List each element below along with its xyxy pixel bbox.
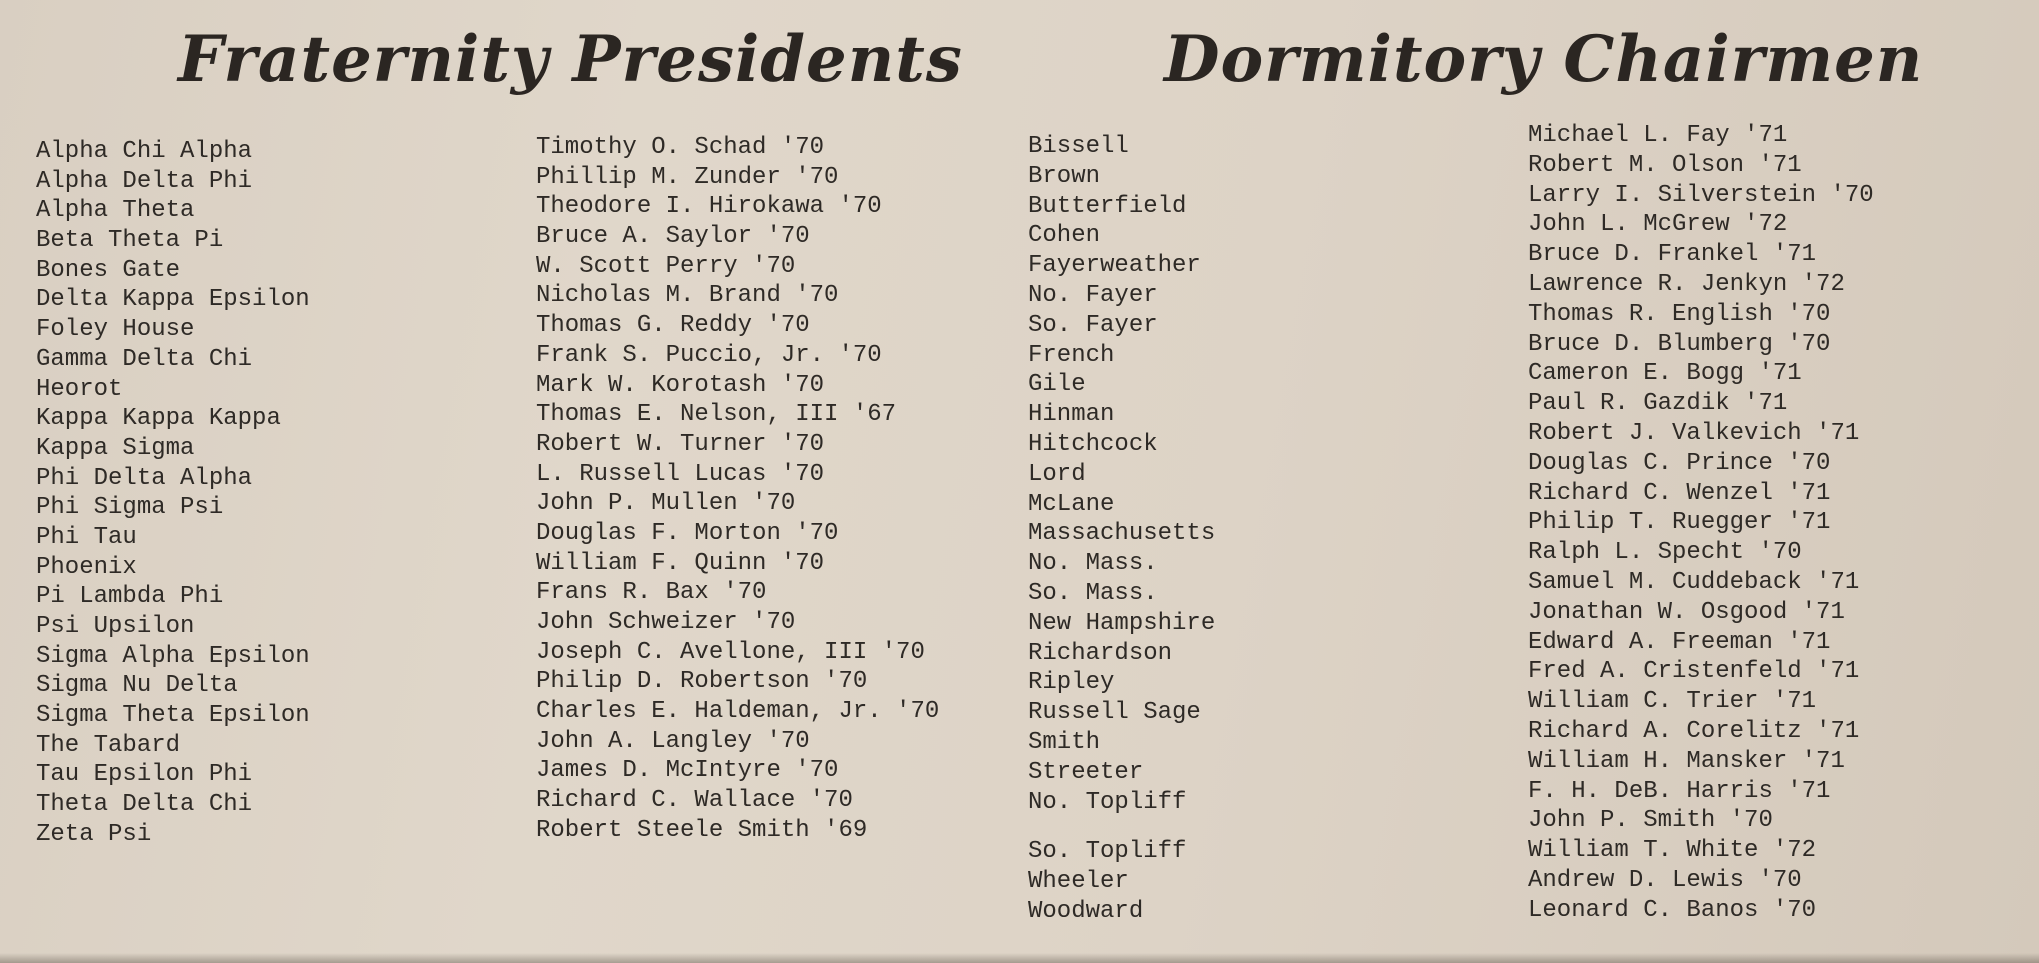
dormitory-name: Streeter <box>1028 758 1144 786</box>
fraternity-name: Kappa Kappa Kappa <box>36 405 281 433</box>
president-name: Charles E. Haldeman, Jr. '70 <box>536 698 940 726</box>
dormitory-name: Gile <box>1028 371 1086 399</box>
fraternity-name: The Tabard <box>36 731 181 759</box>
dormitory-name: No. Fayer <box>1028 281 1158 309</box>
chairman-name: William C. Trier '71 <box>1528 688 1817 716</box>
president-name: L. Russell Lucas '70 <box>536 460 825 488</box>
president-name: William F. Quinn '70 <box>536 549 825 577</box>
fraternity-name: Phi Sigma Psi <box>36 494 224 522</box>
list-spacer <box>1028 817 1215 837</box>
dormitory-name: French <box>1028 341 1115 369</box>
president-name: John A. Langley '70 <box>536 727 810 755</box>
fraternity-name: Gamma Delta Chi <box>36 345 253 373</box>
dormitory-list <box>1028 132 1215 927</box>
president-name: Thomas G. Reddy '70 <box>536 312 810 340</box>
chairman-name: Andrew D. Lewis '70 <box>1528 866 1802 894</box>
chairman-name: Paul R. Gazdik '71 <box>1528 390 1788 418</box>
president-name: Bruce A. Saylor '70 <box>536 223 810 251</box>
dormitory-name: McLane <box>1028 490 1115 518</box>
dormitory-name: Russell Sage <box>1028 699 1201 727</box>
dormitory-name: Hitchcock <box>1028 430 1158 458</box>
chairman-name: John P. Smith '70 <box>1528 807 1773 835</box>
dormitory-name: Butterfield <box>1028 192 1187 220</box>
chairman-name: Douglas C. Prince '70 <box>1528 449 1831 477</box>
chairman-name: Cameron E. Bogg '71 <box>1528 360 1802 388</box>
chairman-name: Robert J. Valkevich '71 <box>1528 419 1860 447</box>
dormitory-name: New Hampshire <box>1028 609 1216 637</box>
president-name: Thomas E. Nelson, III '67 <box>536 401 897 429</box>
dormitory-name: So. Mass. <box>1028 579 1158 607</box>
dormitory-name: Bissell <box>1028 133 1129 160</box>
chairman-name: Samuel M. Cuddeback '71 <box>1528 568 1860 596</box>
dormitory-name: Brown <box>1028 162 1101 190</box>
president-name: James D. McIntyre '70 <box>536 757 839 785</box>
dormitory-name: Wheeler <box>1028 868 1129 896</box>
fraternity-name: Sigma Nu Delta <box>36 672 238 700</box>
president-name: Frans R. Bax '70 <box>536 579 767 607</box>
dormitory-name: Lord <box>1028 460 1086 488</box>
president-name: Phillip M. Zunder '70 <box>536 163 839 191</box>
fraternity-name: Heorot <box>36 375 123 403</box>
chairman-name: Edward A. Freeman '71 <box>1528 628 1831 656</box>
dormitory-name: Fayerweather <box>1028 252 1201 280</box>
fraternity-name: Theta Delta Chi <box>36 791 253 819</box>
chairman-name: Lawrence R. Jenkyn '72 <box>1528 270 1845 298</box>
chairman-name: Larry I. Silverstein '70 <box>1528 181 1874 209</box>
fraternity-name: Phoenix <box>36 553 137 581</box>
chairman-name: Fred A. Cristenfeld '71 <box>1528 658 1860 686</box>
chairman-list <box>1528 121 1874 926</box>
fraternity-name: Bones Gate <box>36 256 181 284</box>
chairman-name: Philip T. Ruegger '71 <box>1528 509 1831 537</box>
chairman-name: F. H. DeB. Harris '71 <box>1528 777 1831 805</box>
president-name: Richard C. Wallace '70 <box>536 787 853 815</box>
chairman-name: Leonard C. Banos '70 <box>1528 896 1817 924</box>
dormitory-chairmen-heading: Dormitory Chairmen <box>1164 22 1924 97</box>
chairman-name: Jonathan W. Osgood '71 <box>1528 598 1845 626</box>
dormitory-name: No. Topliff <box>1028 788 1187 816</box>
fraternity-name: Alpha Theta <box>36 197 195 225</box>
chairman-name: Bruce D. Frankel '71 <box>1528 241 1817 269</box>
fraternity-name: Tau Epsilon Phi <box>36 761 253 789</box>
chairman-name: Ralph L. Specht '70 <box>1528 539 1802 567</box>
fraternity-list <box>36 137 310 850</box>
dormitory-name: Ripley <box>1028 669 1115 697</box>
president-name: Douglas F. Morton '70 <box>536 519 839 547</box>
chairman-name: Thomas R. English '70 <box>1528 300 1831 328</box>
dormitory-name: Cohen <box>1028 222 1101 250</box>
chairman-name: Richard A. Corelitz '71 <box>1528 717 1860 745</box>
chairman-name: William T. White '72 <box>1528 837 1817 865</box>
dormitory-name: No. Mass. <box>1028 550 1158 578</box>
fraternity-presidents-heading: Fraternity Presidents <box>178 22 963 97</box>
chairman-name: Robert M. Olson '71 <box>1528 151 1802 179</box>
president-name: W. Scott Perry '70 <box>536 252 796 280</box>
president-list <box>536 133 939 846</box>
dormitory-name: So. Topliff <box>1028 838 1187 866</box>
president-name: Frank S. Puccio, Jr. '70 <box>536 341 882 369</box>
fraternity-name: Pi Lambda Phi <box>36 583 224 611</box>
chairman-name: Bruce D. Blumberg '70 <box>1528 330 1831 358</box>
president-name: Nicholas M. Brand '70 <box>536 282 839 310</box>
president-name: Philip D. Robertson '70 <box>536 668 868 696</box>
fraternity-name: Psi Upsilon <box>36 613 195 640</box>
president-name: Robert W. Turner '70 <box>536 430 825 458</box>
president-name: Joseph C. Avellone, III '70 <box>536 638 925 666</box>
chairman-name: William H. Mansker '71 <box>1528 747 1845 775</box>
dormitory-name: So. Fayer <box>1028 311 1158 339</box>
fraternity-name: Sigma Theta Epsilon <box>36 702 310 730</box>
chairman-name: John L. McGrew '72 <box>1528 211 1788 239</box>
dormitory-name: Massachusetts <box>1028 520 1216 548</box>
dormitory-name: Smith <box>1028 728 1101 756</box>
president-name: Robert Steele Smith '69 <box>536 816 868 844</box>
president-name: John Schweizer '70 <box>536 609 796 636</box>
fraternity-name: Foley House <box>36 316 195 344</box>
president-name: Theodore I. Hirokawa '70 <box>536 193 882 221</box>
fraternity-name: Alpha Delta Phi <box>36 167 253 195</box>
dormitory-name: Woodward <box>1028 897 1144 925</box>
fraternity-name: Sigma Alpha Epsilon <box>36 642 310 670</box>
president-name: Timothy O. Schad '70 <box>536 134 825 161</box>
fraternity-name: Kappa Sigma <box>36 434 195 462</box>
chairman-name: Richard C. Wenzel '71 <box>1528 479 1831 507</box>
fraternity-name: Phi Tau <box>36 523 137 551</box>
president-name: John P. Mullen '70 <box>536 490 796 518</box>
fraternity-name: Phi Delta Alpha <box>36 464 253 492</box>
president-name: Mark W. Korotash '70 <box>536 371 825 399</box>
dormitory-name: Hinman <box>1028 401 1115 429</box>
page-edge-shadow <box>0 953 2039 963</box>
dormitory-name: Richardson <box>1028 639 1173 667</box>
fraternity-name: Alpha Chi Alpha <box>36 138 253 165</box>
fraternity-name: Beta Theta Pi <box>36 227 224 255</box>
fraternity-name: Delta Kappa Epsilon <box>36 286 310 314</box>
fraternity-name: Zeta Psi <box>36 820 152 848</box>
chairman-name: Michael L. Fay '71 <box>1528 122 1788 149</box>
